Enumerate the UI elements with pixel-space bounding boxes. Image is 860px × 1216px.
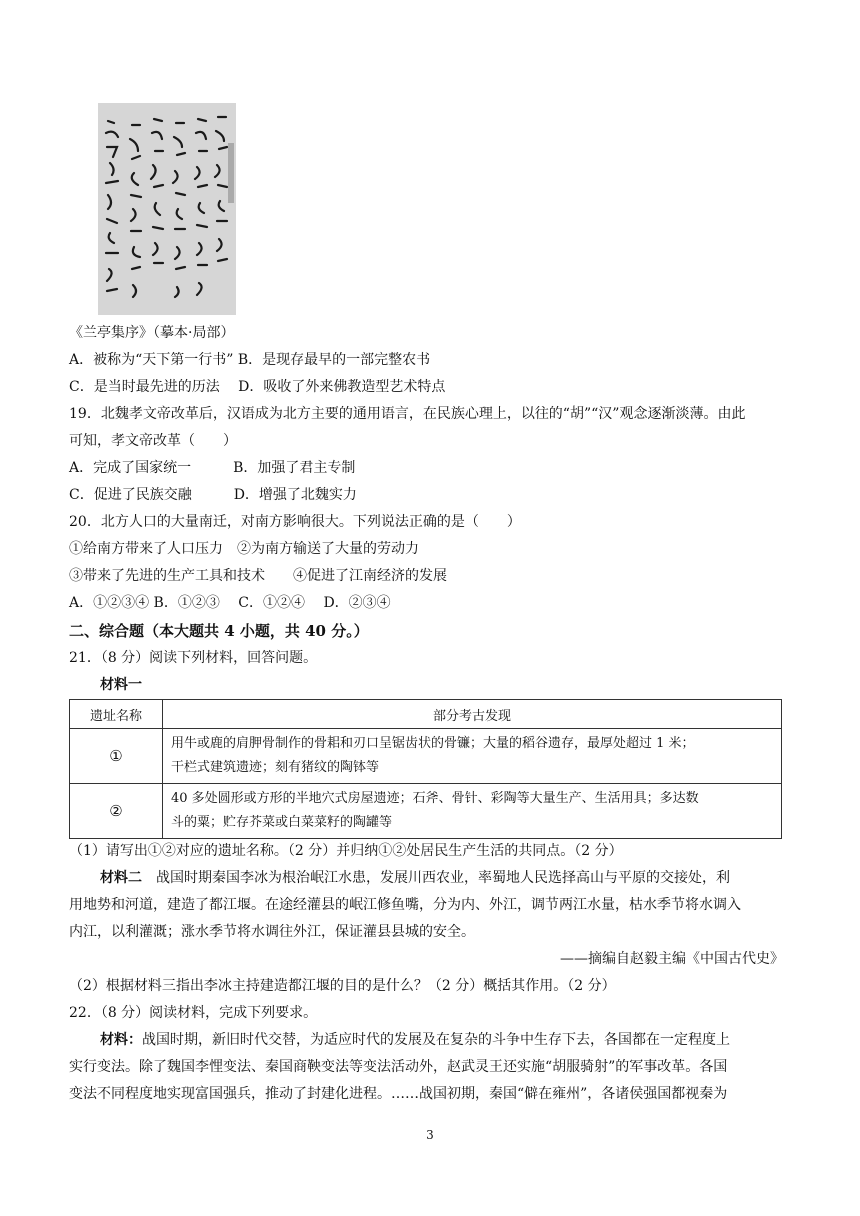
findings-line: 用牛或鹿的肩胛骨制作的骨耜和刃口呈锯齿状的骨镰；大量的稻谷遗存，最厚处超过 1 米； — [171, 736, 695, 751]
material2-line1 — [100, 867, 730, 889]
material2-label: 材料二 — [100, 870, 142, 886]
q18-option-cd: C．是当时最先进的历法 D．吸收了外来佛教造型艺术特点 — [69, 379, 446, 395]
table-cell-site: ① — [70, 729, 163, 784]
q22-material-line2: 实行变法。除了魏国李悝变法、秦国商鞅变法等变法活动外，赵武灵王还实施“胡服骑射”的军事改革。各国 — [69, 1059, 728, 1075]
q22-stem: 22．（8 分）阅读材料，完成下列要求。 — [69, 1005, 318, 1021]
q22-material-line3: 变法不同程度地实现富国强兵，推动了封建化进程。……战国初期，秦国“僻在雍州”，各诸侯强国都视秦为 — [69, 1086, 728, 1102]
q20-items-line1: ①给南方带来了人口压力 ②为南方输送了大量的劳动力 — [69, 541, 419, 557]
q22-material-label: 材料： — [100, 1032, 142, 1048]
q19-option-cd: C．促进了民族交融 D．增强了北魏实力 — [69, 487, 357, 503]
table-header-site: 遗址名称 — [70, 700, 163, 729]
q19-stem-line2: 可知，孝文帝改革（ ） — [69, 433, 237, 449]
material2-text: 战国时期秦国李冰为根治岷江水患，发展川西农业，率蜀地人民选择高山与平原的交接处，利 — [142, 870, 730, 886]
q20-options: A．①②③④ B．①②③ C．①②④ D．②③④ — [69, 595, 391, 611]
q21-sub1: （1）请写出①②对应的遗址名称。（2 分）并归纳①②处居民生产生活的共同点。（2 分） — [69, 843, 623, 859]
q19-stem-line1: 19．北魏孝文帝改革后，汉语成为北方主要的通用语言，在民族心理上，以往的“胡”“汉”观念逐渐淡薄。由此 — [69, 406, 746, 422]
image-caption: 《兰亭集序》（摹本·局部） — [69, 325, 235, 341]
table-row — [70, 729, 782, 784]
q18-option-ab: A．被称为“天下第一行书” B．是现存最早的一部完整农书 — [69, 352, 431, 368]
table-cell-site: ② — [70, 784, 163, 839]
material1-label: 材料一 — [100, 677, 142, 693]
q21-sub2: （2）根据材料三指出李冰主持建造都江堰的目的是什么？（2 分）概括其作用。（2 分） — [69, 978, 616, 994]
q20-stem: 20．北方人口的大量南迁，对南方影响很大。下列说法正确的是（ ） — [69, 514, 521, 530]
table-row — [70, 784, 782, 839]
table-header-findings: 部分考古发现 — [163, 700, 782, 729]
q20-items-line2: ③带来了先进的生产工具和技术 ④促进了江南经济的发展 — [69, 568, 447, 584]
findings-line: 40 多处圆形或方形的半地穴式房屋遗迹；石斧、骨针、彩陶等大量生产、生活用具；多达数 — [171, 791, 699, 806]
table-header-row — [70, 700, 782, 729]
lanting-calligraphy-image — [98, 103, 236, 315]
table-cell-findings — [163, 729, 782, 784]
q22-material-text: 战国时期，新旧时代交替，为适应时代的发展及在复杂的斗争中生存下去，各国都在一定程度上 — [142, 1032, 730, 1048]
material1-table — [69, 699, 782, 839]
section2-heading: 二、综合题（本大题共 4 小题，共 40 分。） — [69, 622, 369, 640]
material2-line2: 用地势和河道，建造了都江堰。在途经灌县的岷江修鱼嘴，分为内、外江，调节两江水量，枯水季节将水调入 — [69, 897, 741, 913]
q21-stem: 21．（8 分）阅读下列材料，回答问题。 — [69, 650, 318, 666]
findings-line: 斗的粟；贮存芥菜或白菜菜籽的陶罐等 — [171, 815, 393, 830]
q22-material-line1 — [100, 1029, 730, 1051]
material2-source: ——摘编自赵毅主编《中国古代史》 — [560, 951, 784, 967]
q19-option-ab: A．完成了国家统一 B．加强了君主专制 — [69, 460, 356, 476]
page-number: 3 — [426, 1128, 434, 1142]
findings-line: 干栏式建筑遗迹；刻有猪纹的陶钵等 — [171, 760, 380, 775]
table-cell-findings — [163, 784, 782, 839]
calligraphy-illustration — [98, 103, 236, 315]
material2-line3: 内江，以利灌溉；涨水季节将水调往外江，保证灌县县城的安全。 — [69, 924, 475, 940]
